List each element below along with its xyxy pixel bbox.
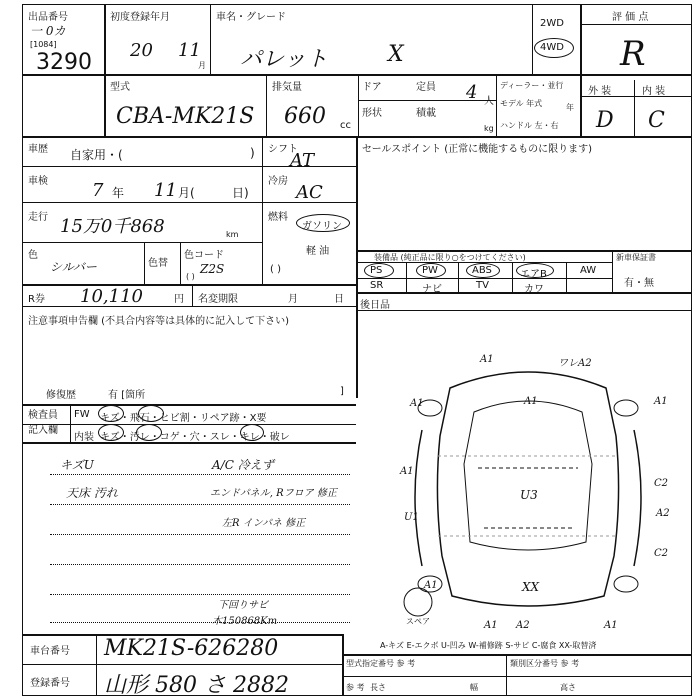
equip-navi: ナビ <box>422 284 442 295</box>
drive-value: 4WD <box>540 42 564 53</box>
first-reg-month: 11 <box>178 40 201 61</box>
model-code: CBA-MK21S <box>116 104 255 129</box>
shape-label: 形状 <box>362 108 382 119</box>
divider <box>22 306 356 307</box>
year-unit: 年 <box>566 103 574 112</box>
color-value: シルバー <box>50 260 97 274</box>
equip-leather: カワ <box>524 284 544 295</box>
divider <box>356 278 612 279</box>
model-label: 型式 <box>110 82 130 93</box>
equip-circle <box>364 263 394 278</box>
plate-value: 山形 580 さ 2882 <box>104 673 289 698</box>
damage-mark: A2 <box>656 508 670 519</box>
model-year-label: モデル 年式 <box>500 99 543 108</box>
plate-label: 登録番号 <box>30 678 70 689</box>
divider <box>266 74 267 136</box>
divider <box>22 242 262 243</box>
yen-unit: 円 <box>174 294 184 305</box>
chassis-label: 車台番号 <box>30 646 70 657</box>
dealer-label: ディーラー・並行 <box>500 81 564 90</box>
exterior-label: 外 装 <box>588 86 612 97</box>
mark-circle <box>240 424 264 441</box>
displacement: 660 <box>284 104 326 129</box>
divider <box>22 664 342 665</box>
exterior-grade: D <box>596 108 614 133</box>
damage-legend: A-キズ E-エクボ U-凹み W-補修跡 S-サビ C-腐食 XX-取替済 <box>380 641 597 650</box>
ac-label: 冷房 <box>268 176 288 187</box>
spare-label: スペア <box>406 617 430 626</box>
damage-mark: C2 <box>654 548 669 559</box>
divider <box>104 4 106 136</box>
post-label: 後日品 <box>360 300 390 311</box>
equip-circle <box>466 263 500 278</box>
divider <box>512 262 513 292</box>
reg-day: 日 <box>334 294 344 305</box>
mark-circle <box>138 405 164 422</box>
color-code-label: 色コード <box>184 250 224 261</box>
repair-value: 有 [箇所 <box>108 390 146 401</box>
fuel-label: 燃料 <box>268 212 288 223</box>
damage-mark: A1 <box>604 620 618 631</box>
kg-unit: kg <box>484 124 494 133</box>
doors-label: ドア <box>362 82 382 93</box>
color-code-paren: ( ) <box>186 272 195 281</box>
color-code: Z2S <box>200 262 225 276</box>
divider <box>356 310 692 311</box>
ruled-line <box>50 474 350 475</box>
divider <box>22 424 356 425</box>
inspect-day-unit: 日) <box>232 186 249 200</box>
interior-row-label: 内装 <box>74 432 94 443</box>
divider <box>506 654 507 696</box>
inspect-year: 7 <box>92 180 104 201</box>
month-unit: 月 <box>198 61 206 70</box>
ref-label: 参 考 <box>346 683 365 692</box>
equip-sr: SR <box>370 280 384 291</box>
equip-ps: PS <box>370 265 383 276</box>
length-label: 長さ <box>370 683 386 692</box>
legal-label: 型式指定番号 参 考 <box>346 659 416 668</box>
damage-mark: C2 <box>654 478 669 489</box>
eval-score: R <box>620 34 646 74</box>
history-label: 車歴 <box>28 144 48 155</box>
divider <box>96 634 97 696</box>
repair-close: ] <box>340 386 344 397</box>
handnote-2: 天床 汚れ <box>66 486 118 500</box>
height-label: 高さ <box>560 683 576 692</box>
damage-mark: A1 <box>400 466 414 477</box>
capacity-label: 定員 <box>416 82 436 93</box>
model-name: パレット <box>240 47 328 72</box>
handnote-7: 木150868Km <box>212 616 278 627</box>
damage-mark: XX <box>522 580 540 594</box>
caution-label: 注意事項申告欄 (不具合内容等は具体的に記入して下さい) <box>28 316 289 327</box>
divider <box>458 262 459 292</box>
divider <box>356 136 358 398</box>
ruled-line <box>50 622 350 623</box>
grade: X <box>388 42 404 67</box>
divider <box>532 4 533 74</box>
divider <box>342 634 344 696</box>
shift-value: AT <box>290 150 315 171</box>
first-reg-label: 初度登録年月 <box>110 12 170 23</box>
recycle-label: R券 <box>28 294 45 305</box>
handnote-1: キズU <box>60 458 94 472</box>
divider <box>70 404 71 442</box>
divider <box>342 676 692 677</box>
divider <box>496 74 497 136</box>
divider <box>192 284 193 306</box>
inspect-month: 11 <box>154 180 177 201</box>
fuel-gasoline: ガソリン <box>302 221 342 232</box>
divider <box>144 242 145 284</box>
capacity-unit: 人 <box>484 96 494 107</box>
ruled-line <box>50 594 350 595</box>
ruled-line <box>50 534 350 535</box>
damage-mark: A1 <box>480 354 494 365</box>
chassis-value: MK21S-626280 <box>104 636 279 661</box>
inspect-month-unit: 月( <box>178 186 195 200</box>
divider <box>634 80 635 136</box>
color-change-label: 色替 <box>148 258 168 269</box>
first-reg-year: 20 <box>130 40 153 61</box>
divider <box>210 4 211 74</box>
equip-tv: TV <box>476 280 489 291</box>
divider <box>406 262 407 292</box>
fuel-diesel: 軽 油 <box>306 246 330 257</box>
warranty-label: 新車保証書 <box>616 253 656 262</box>
history-value: 自家用・( <box>70 148 123 162</box>
handle-label: ハンドル 左・右 <box>500 121 559 130</box>
fw-items: キズ・飛石・ヒビ割・リペア跡・X要 <box>100 413 267 424</box>
name-grade-label: 車名・グレード <box>216 12 286 23</box>
handnote-3: A/C 冷えず <box>212 458 274 472</box>
fw-label: FW <box>74 409 90 420</box>
recycle-amount: 10,110 <box>80 286 143 307</box>
damage-mark: A1 <box>654 396 668 407</box>
equip-abs: ABS <box>472 265 492 276</box>
ruled-line <box>50 504 350 505</box>
history-paren: ) <box>250 146 255 160</box>
inspect-year-unit: 年 <box>112 186 125 200</box>
lot-number: 3290 <box>36 50 92 75</box>
divider <box>262 136 263 284</box>
ac-value: AC <box>296 182 323 203</box>
mileage-label: 走行 <box>28 212 48 223</box>
mark-circle <box>136 424 162 441</box>
divider <box>22 284 356 286</box>
handnote-6: 下回りサビ <box>218 600 268 611</box>
interior-grade: C <box>648 108 665 133</box>
shift-label: シフト <box>268 144 298 155</box>
sales-label: セールスポイント (正常に機能するものに限ります) <box>362 144 593 155</box>
lot-label: 出品番号 <box>28 12 68 23</box>
divider <box>566 262 567 292</box>
damage-mark: A2 <box>516 620 530 631</box>
reg-month: 月 <box>288 294 298 305</box>
divider <box>22 404 356 406</box>
mileage-value: 15万0千868 <box>60 216 165 237</box>
ruled-line <box>50 564 350 565</box>
damage-mark: A1 <box>410 398 424 409</box>
fuel-paren: ( ) <box>270 264 281 275</box>
interior-items: キズ・汚レ・コゲ・穴・スレ・キレ・破レ <box>100 432 290 443</box>
drive-label: 2WD <box>540 18 564 29</box>
equip-circle <box>416 263 446 278</box>
handnote-4: エンドパネル, Rフロア 修正 <box>210 488 337 499</box>
repair-label: 修復歴 <box>46 390 76 401</box>
eval-label: 評 価 点 <box>612 12 649 23</box>
load-label: 積載 <box>416 108 436 119</box>
divider <box>580 24 692 25</box>
damage-mark: U3 <box>520 488 538 502</box>
divider <box>22 74 692 76</box>
registration-label: 名変期限 <box>198 294 238 305</box>
divider <box>612 250 613 292</box>
color-label: 色 <box>28 250 38 261</box>
width-label: 幅 <box>470 683 478 692</box>
divider <box>342 654 692 656</box>
cc-unit: cc <box>340 120 351 131</box>
equipment-label: 装備品 (純正品に限り○をつけてください) <box>374 253 526 262</box>
damage-mark: A1 <box>424 580 438 591</box>
damage-mark: A1 <box>524 396 538 407</box>
equip-pw: PW <box>422 265 438 276</box>
capacity: 4 <box>466 82 478 103</box>
mark-circle <box>98 405 124 422</box>
damage-mark: ワレA2 <box>558 358 592 369</box>
km-unit: km <box>226 230 239 239</box>
handnote-5: 左R インパネ 修正 <box>222 518 306 529</box>
damage-mark: U1 <box>404 512 419 523</box>
divider <box>180 242 181 284</box>
equip-circle <box>516 263 554 278</box>
equip-airbag: エアB <box>520 269 547 280</box>
divider <box>358 74 359 136</box>
inspector-label: 検査員 記入欄 <box>28 410 58 436</box>
handwritten-note: 一 0カ <box>30 24 66 38</box>
equip-aw: AW <box>580 265 597 276</box>
interior-label: 内 装 <box>642 86 666 97</box>
damage-mark: A1 <box>484 620 498 631</box>
sub-code: [1084] <box>30 40 57 49</box>
class-label: 類別区分番号 参 考 <box>510 659 580 668</box>
warranty-value: 有・無 <box>624 278 654 289</box>
inspect-label: 車検 <box>28 176 48 187</box>
mark-circle <box>98 424 124 441</box>
displacement-label: 排気量 <box>272 82 302 93</box>
